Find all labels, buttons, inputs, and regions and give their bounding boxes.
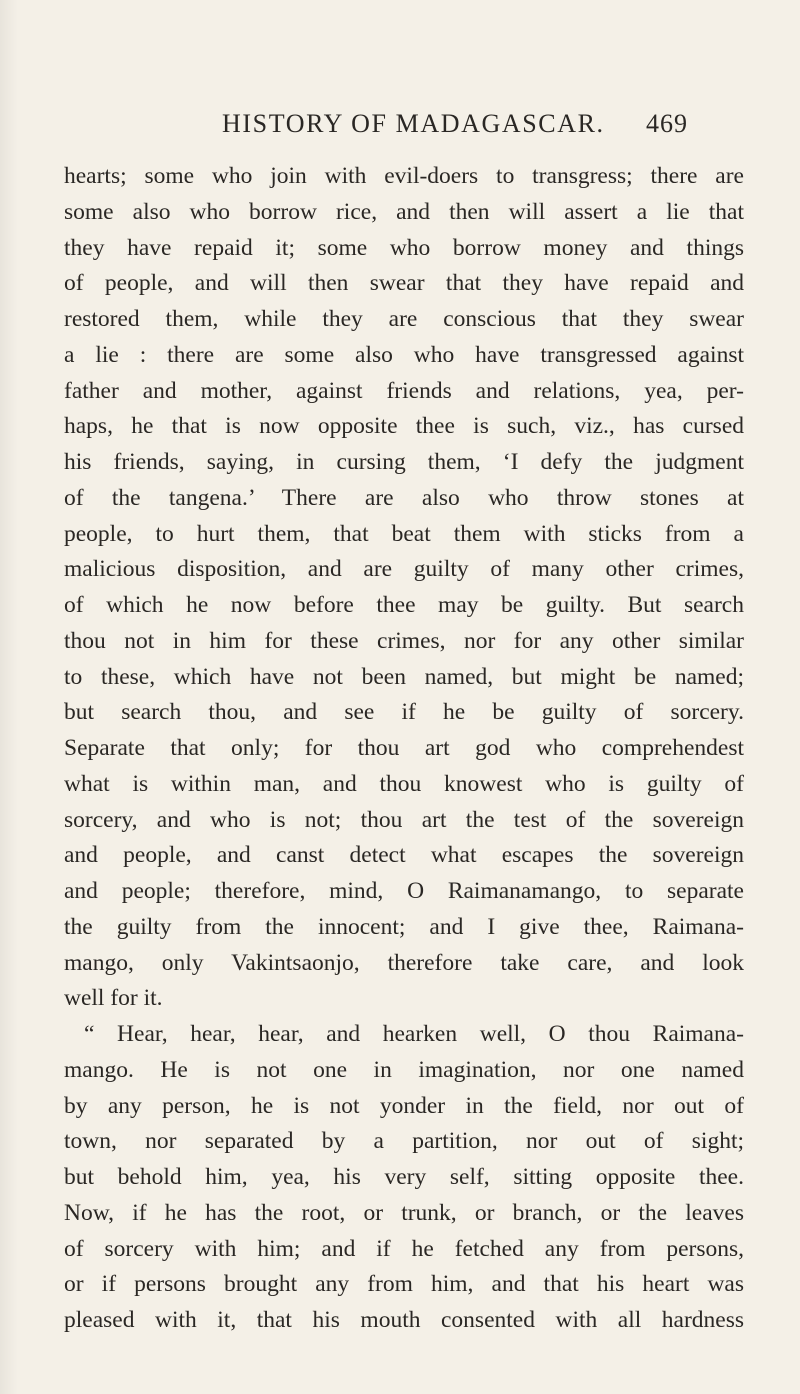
text-line: by any person, he is not yonder in the field, nor out of <box>64 1092 744 1119</box>
text-line: of which he now before thee may be guilty. But search <box>64 592 744 618</box>
text-line: sorcery, and who is not; thou art the test of the sovereign <box>64 806 744 833</box>
text-line: they have repaid it; some who borrow money and things <box>64 234 744 261</box>
text-line: well for it. <box>64 985 163 1012</box>
text-line: Now, if he has the root, or trunk, or branch, or the leaves <box>64 1199 744 1226</box>
text-line: people, to hurt them, that beat them with sticks from a <box>64 520 744 547</box>
text-line: thou not in him for these crimes, nor for any other similar <box>64 627 744 654</box>
text-line: “ Hear, hear, hear, and hearken well, O thou Raimana- <box>84 1021 744 1047</box>
text-line: some also who borrow rice, and then will assert a lie that <box>64 198 744 225</box>
text-line: of sorcery with him; and if he fetched any from persons, <box>64 1235 744 1262</box>
text-line: but behold him, yea, his very self, sitting opposite thee. <box>64 1164 744 1190</box>
text-line: or if persons brought any from him, and that his heart was <box>64 1271 744 1298</box>
text-line: and people; therefore, mind, O Raimanamango, to separate <box>64 878 744 904</box>
text-line: a lie : there are some also who have transgressed against <box>64 341 744 368</box>
text-line: but search thou, and see if he be guilty of sorcery. <box>64 699 744 726</box>
page-number: 469 <box>646 109 688 138</box>
text-line: mango. He is not one in imagination, nor one named <box>64 1056 744 1083</box>
running-head <box>0 104 800 144</box>
text-line: haps, he that is now opposite thee is such, viz., has cursed <box>64 413 744 440</box>
text-line: to these, which have not been named, but might be named; <box>64 663 744 690</box>
body-text <box>64 159 744 1339</box>
text-line: and people, and canst detect what escapes the sovereign <box>64 842 744 869</box>
text-line: Separate that only; for thou art god who comprehendest <box>64 735 744 761</box>
text-line: mango, only Vakintsaonjo, therefore take care, and look <box>64 949 744 976</box>
text-line: restored them, while they are conscious that they swear <box>64 306 744 332</box>
text-line: hearts; some who join with evil-doers to transgress; there are <box>64 163 744 189</box>
text-line: father and mother, against friends and relations, yea, per- <box>64 377 744 404</box>
running-head-title: HISTORY OF MADAGASCAR. <box>222 109 605 138</box>
text-line: what is within man, and thou knowest who is guilty of <box>64 770 744 797</box>
text-line: pleased with it, that his mouth consented with all hardness <box>64 1307 744 1333</box>
text-line: of people, and will then swear that they have repaid and <box>64 270 744 297</box>
text-line: town, nor separated by a partition, nor out of sight; <box>64 1128 744 1155</box>
text-line: his friends, saying, in cursing them, ‘I defy the judgment <box>64 449 744 475</box>
text-line: the guilty from the innocent; and I give thee, Raimana- <box>64 913 744 940</box>
text-line: malicious disposition, and are guilty of many other crimes, <box>64 556 744 583</box>
text-line: of the tangena.’ There are also who throw stones at <box>64 484 744 511</box>
